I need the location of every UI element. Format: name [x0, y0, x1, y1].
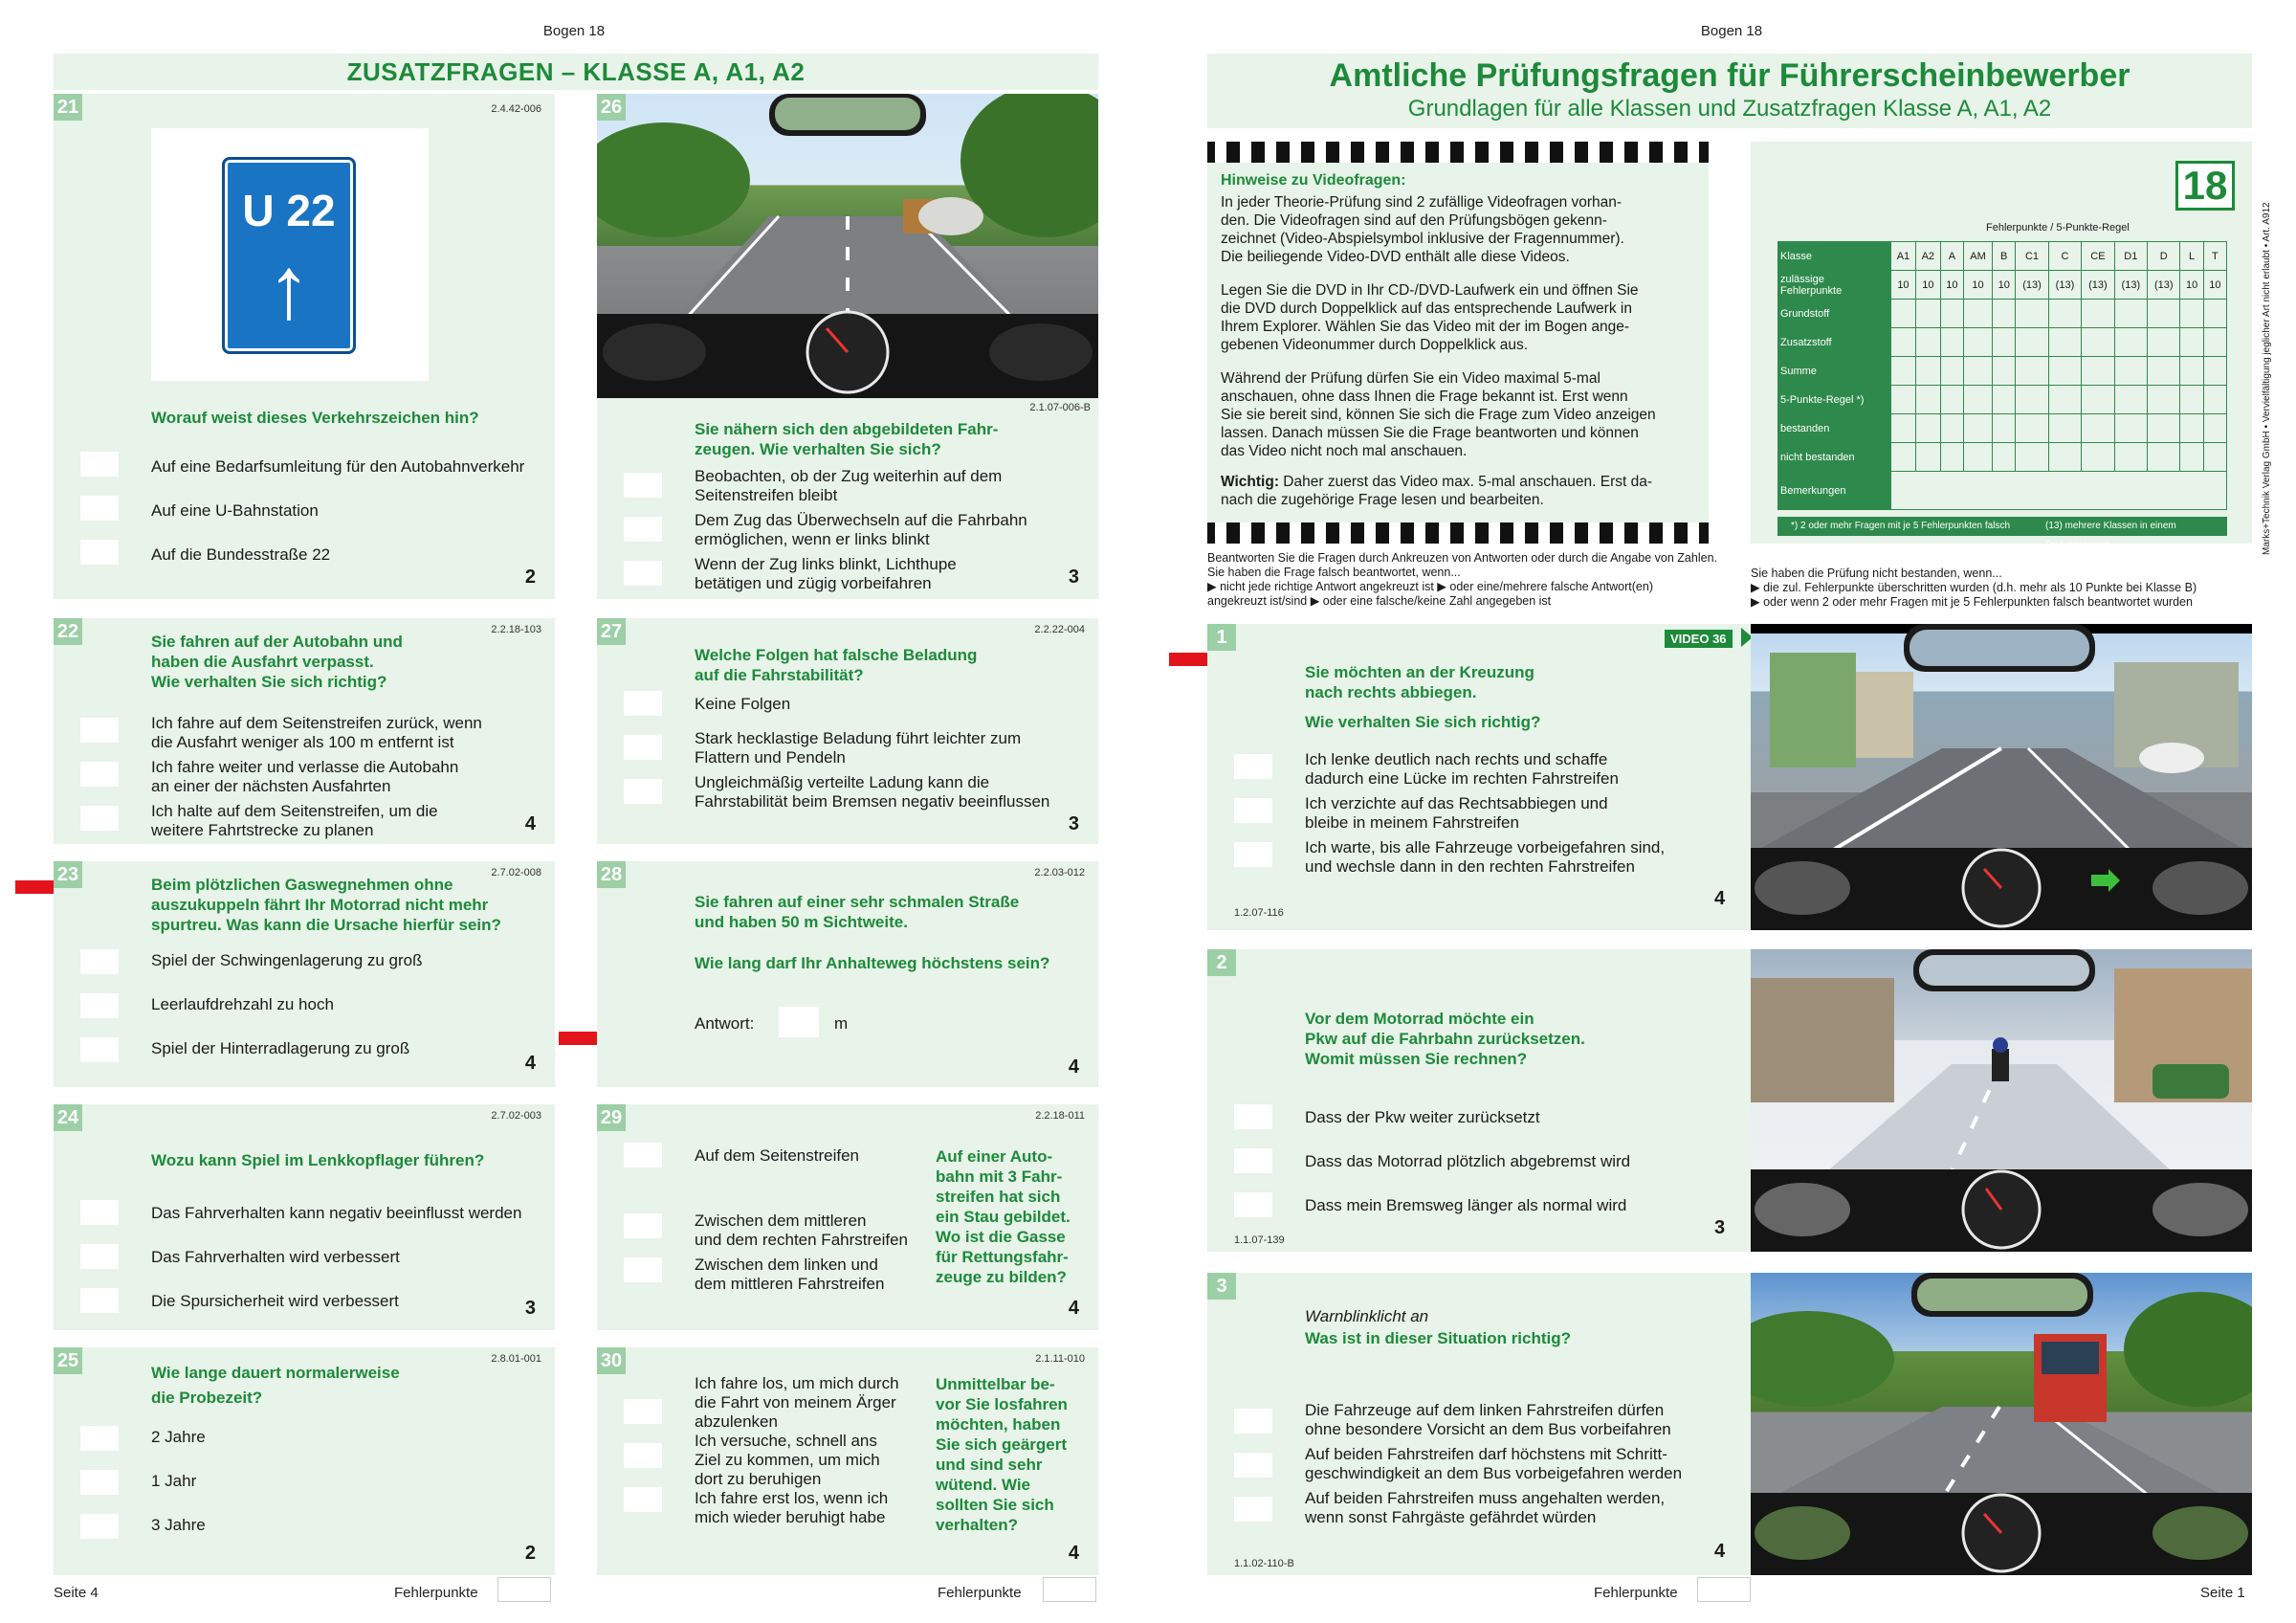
error-points: 4 [1068, 1056, 1079, 1078]
error-points-label: Fehlerpunkte [394, 1585, 478, 1601]
score-cell[interactable] [2148, 386, 2180, 414]
question-number: 3 [1207, 1273, 1236, 1300]
answer-checkbox[interactable] [624, 517, 662, 542]
class-cell: A1 [1891, 242, 1916, 271]
score-cell[interactable] [2203, 300, 2226, 328]
class-cell: A [1940, 242, 1963, 271]
score-cell[interactable] [2082, 386, 2114, 414]
answer-checkbox[interactable] [80, 540, 119, 565]
score-cell[interactable] [2082, 328, 2114, 357]
score-cell[interactable] [2082, 443, 2114, 472]
question-card-26 [597, 94, 1098, 599]
score-cell[interactable] [1940, 328, 1963, 357]
video-info-paragraph: Legen Sie die DVD in Ihr CD-/DVD-Laufwerk ein und öffnen Sie die DVD durch Doppelklick auf das entsprechende Laufwerk in Ihrem Explorer. Wählen Sie das Video mit der im Bogen ange- gebenen Videonummer durch Doppelklick aus. [1221, 282, 1639, 353]
error-points-box[interactable] [1043, 1577, 1096, 1602]
score-cell[interactable] [2203, 443, 2226, 472]
video-question-card-1 [1207, 624, 2252, 930]
video-question-card-3 [1207, 1273, 2252, 1575]
answer-checkbox[interactable] [80, 762, 119, 787]
answer-option: Ich fahre erst los, wenn ich mich wieder beruhigt habe [695, 1489, 889, 1526]
class-cell: B [1993, 242, 2016, 271]
error-points: 3 [524, 1298, 536, 1319]
question-number: 25 [54, 1347, 82, 1374]
answer-option: Auf eine U-Bahnstation [151, 501, 319, 520]
allowed-cell: 10 [1963, 271, 1992, 300]
film-strip-bottom [1207, 522, 1709, 544]
score-cell[interactable] [2082, 357, 2114, 386]
question-text: Wie lange dauert normalerweise die Probezeit? [151, 1364, 400, 1407]
question-number: 27 [597, 618, 626, 645]
question-code: 1.1.02-110-B [1234, 1558, 1294, 1569]
score-cell[interactable] [1993, 357, 2016, 386]
question-code: 2.1.11-010 [1035, 1353, 1085, 1365]
sheet-label-left: Bogen 18 [542, 23, 606, 39]
question-text: Was ist in dieser Situation richtig? [1305, 1329, 1572, 1347]
answer-option: Auf beiden Fahrstreifen darf höchstens mit Schritt- geschwindigkeit an dem Bus vorbeigefahren werden [1305, 1445, 1683, 1482]
score-cell[interactable] [2180, 328, 2203, 357]
question-code: 2.1.07-006-B [1029, 402, 1091, 413]
answer-checkbox[interactable] [1234, 1192, 1272, 1217]
red-marker [1169, 653, 1209, 666]
answer-option: Dass der Pkw weiter zurücksetzt [1305, 1108, 1540, 1126]
question-text: Auf einer Auto- bahn mit 3 Fahr- streifen hat sich ein Stau gebildet. Wo ist die Gasse für Rettungsfahr- zeuge zu bilden? [936, 1147, 1071, 1286]
question-code: 2.7.02-003 [491, 1110, 541, 1122]
score-cell[interactable] [2180, 414, 2203, 443]
answer-checkbox[interactable] [80, 1288, 119, 1313]
answer-checkbox[interactable] [1234, 1104, 1272, 1129]
answer-option: 2 Jahre [151, 1428, 206, 1446]
answer-option: Ich warte, bis alle Fahrzeuge vorbeigefahren sind, und wechsle dann in den rechten Fahrstreifen [1305, 838, 1666, 876]
allowed-cell: (13) [2016, 271, 2048, 300]
row-label: Klasse [1778, 242, 1891, 271]
video-info-paragraph: Während der Prüfung dürfen Sie ein Video maximal 5-mal anschauen, ohne dass Ihnen die Frage bekannt ist. Erst wenn Sie sie bereit sind, können Sie sich die Frage zum Video anzeigen lassen. Danach müssen Sie die Frage beantworten und können das Video nicht noch mal anschauen. [1221, 370, 1656, 459]
row-label: Summe [1778, 357, 1891, 386]
score-cell[interactable] [2016, 386, 2048, 414]
score-cell[interactable] [2016, 328, 2048, 357]
allowed-cell: 10 [1993, 271, 2016, 300]
allowed-cell: (13) [2148, 271, 2180, 300]
class-cell: C1 [2016, 242, 2048, 271]
sheet-label-right: Bogen 18 [1700, 23, 1763, 39]
answer-option: Das Fahrverhalten wird verbessert [151, 1248, 400, 1266]
answer-checkbox[interactable] [80, 496, 119, 521]
question-card-23 [54, 861, 555, 1087]
score-cell[interactable] [1891, 357, 1916, 386]
score-cell[interactable] [2048, 328, 2081, 357]
score-cell[interactable] [1915, 386, 1940, 414]
video-info-box [1207, 142, 1709, 544]
score-cell[interactable] [1891, 443, 1916, 472]
allowed-cell: 10 [2180, 271, 2203, 300]
traffic-sign-panel [151, 128, 429, 381]
answer-option: Leerlaufdrehzahl zu hoch [151, 995, 334, 1013]
score-cell[interactable] [2114, 414, 2147, 443]
score-cell[interactable] [2180, 386, 2203, 414]
question-text: Wozu kann Spiel im Lenkkopflager führen? [151, 1151, 485, 1169]
answer-checkbox[interactable] [1234, 1453, 1272, 1478]
error-points: 4 [1068, 1543, 1079, 1564]
answer-checkbox[interactable] [80, 1426, 119, 1451]
row-label: bestanden [1778, 414, 1891, 443]
footnote-1: *) 2 oder mehr Fragen mit je 5 Fehlerpunkten falsch [1791, 521, 2010, 531]
answer-option: Dass mein Bremsweg länger als normal wird [1305, 1196, 1627, 1214]
score-cell[interactable] [1963, 386, 1992, 414]
score-table-footer [1777, 517, 2227, 550]
answer-checkbox[interactable] [80, 718, 119, 743]
question-code: 1.1.07-139 [1234, 1234, 1285, 1246]
allowed-cell: 10 [1891, 271, 1916, 300]
important-text: Daher zuerst das Video max. 5-mal anschauen. Erst da- nach die zugehörige Frage lesen und bearbeiten. [1221, 474, 1652, 508]
class-cell: D [2148, 242, 2180, 271]
score-cell[interactable] [2180, 443, 2203, 472]
answer-checkbox[interactable] [1234, 1497, 1272, 1522]
score-cell[interactable] [2148, 328, 2180, 357]
score-cell[interactable] [1891, 386, 1916, 414]
score-cell[interactable] [2048, 300, 2081, 328]
row-label: Grundstoff [1778, 300, 1891, 328]
question-code: 2.2.03-012 [1034, 867, 1085, 878]
score-cell[interactable] [2114, 357, 2147, 386]
answer-checkbox[interactable] [624, 691, 662, 716]
page-number-left: Seite 4 [54, 1585, 99, 1601]
answer-checkbox[interactable] [80, 1470, 119, 1495]
answer-checkbox[interactable] [80, 452, 119, 477]
video-info-paragraph: In jeder Theorie-Prüfung sind 2 zufällige Videofragen vorhan- den. Die Videofragen sind auf den Prüfungsbögen gekenn- zeichnet (Video-Abspielsymbol inklusive der Fragennummer). Die beiliegende Video-DVD enthält alle diese Videos. [1221, 194, 1624, 265]
error-points: 4 [524, 1053, 536, 1074]
score-cell[interactable] [1940, 414, 1963, 443]
score-cell[interactable] [1891, 414, 1916, 443]
answer-checkbox[interactable] [1234, 754, 1272, 779]
class-cell: T [2203, 242, 2226, 271]
answer-checkbox[interactable] [80, 993, 119, 1018]
score-cell[interactable] [2082, 300, 2114, 328]
score-cell[interactable] [1940, 357, 1963, 386]
score-table [1777, 241, 2227, 510]
answer-option: Die Spursicherheit wird verbessert [151, 1292, 399, 1310]
score-table-heading: Fehlerpunkte / 5-Punkte-Regel [1986, 222, 2130, 233]
row-label: zulässige Fehlerpunkte [1778, 271, 1891, 300]
error-points: 3 [1714, 1217, 1726, 1238]
score-cell[interactable] [2148, 414, 2180, 443]
answer-option: Auf beiden Fahrstreifen muss angehalten werden, wenn sonst Fahrgäste gefährdet würden [1305, 1489, 1666, 1526]
answer-input[interactable] [779, 1007, 819, 1037]
answer-checkbox[interactable] [1234, 842, 1272, 867]
answer-option: Keine Folgen [695, 695, 791, 713]
error-points-label: Fehlerpunkte [1594, 1585, 1678, 1601]
instructions-fail: Sie haben die Prüfung nicht bestanden, wenn... ▶ die zul. Fehlerpunkte überschritten wurden (d.h. mehr als 10 Punkte bei Klasse B) ▶ oder wenn 2 oder mehr Fragen mit je 5 Fehlerpunkten falsch beantwortet wurden [1751, 567, 2197, 609]
score-cell[interactable] [2148, 300, 2180, 328]
score-cell[interactable] [2203, 328, 2226, 357]
question-card-29 [597, 1104, 1098, 1330]
error-points: 2 [524, 1543, 536, 1564]
video-badge[interactable]: VIDEO 36 [1665, 630, 1733, 648]
question-card-25 [54, 1347, 555, 1575]
question-card-21 [54, 94, 555, 599]
copyright-note: Marks+Technik Verlag GmbH • Vervielfältigung jeglicher Art nicht erlaubt • Art. A912 [2262, 202, 2272, 555]
video-question-card-2 [1207, 949, 2252, 1252]
question-number: 29 [597, 1104, 626, 1131]
answer-checkbox[interactable] [624, 1257, 662, 1282]
score-cell[interactable] [1993, 300, 2016, 328]
answer-option: Spiel der Schwingenlagerung zu groß [151, 951, 423, 969]
question-text: Sie fahren auf einer sehr schmalen Straße und haben 50 m Sichtweite. [695, 893, 1020, 931]
question-text: Unmittelbar be- vor Sie losfahren möchten, haben Sie sich geärgert und sind sehr wütend. Wie sollten Sie sich verhalten? [936, 1375, 1068, 1534]
question-text: Beim plötzlichen Gaswegnehmen ohne auszukuppeln fährt Ihr Motorrad nicht mehr spurtreu. Was kann die Ursache hierfür sein? [151, 876, 501, 934]
score-cell[interactable] [2180, 357, 2203, 386]
question-number: 24 [54, 1104, 82, 1131]
score-cell[interactable] [1915, 328, 1940, 357]
answer-option: Spiel der Hinterradlagerung zu groß [151, 1039, 410, 1057]
answer-checkbox[interactable] [624, 473, 662, 498]
answer-checkbox[interactable] [80, 949, 119, 974]
score-cell[interactable] [2114, 386, 2147, 414]
answer-option: Auf die Bundesstraße 22 [151, 545, 331, 564]
question-card-30 [597, 1347, 1098, 1575]
answer-checkbox[interactable] [624, 561, 662, 586]
answer-option: Beobachten, ob der Zug weiterhin auf dem Seitenstreifen bleibt [695, 467, 1003, 504]
answer-checkbox[interactable] [624, 1213, 662, 1238]
answer-checkbox[interactable] [624, 1443, 662, 1468]
answer-option: Das Fahrverhalten kann negativ beeinflusst werden [151, 1204, 522, 1222]
answer-checkbox[interactable] [1234, 1148, 1272, 1173]
allowed-cell: 10 [1940, 271, 1963, 300]
allowed-cell: 10 [2203, 271, 2226, 300]
score-cell[interactable] [2203, 357, 2226, 386]
error-points-label: Fehlerpunkte [938, 1585, 1022, 1601]
answer-option: Ich halte auf dem Seitenstreifen, um die weitere Fahrtstrecke zu planen [151, 802, 438, 839]
important-label: Wichtig: [1221, 474, 1279, 490]
answer-option: Auf dem Seitenstreifen [695, 1146, 859, 1165]
remarks-cell[interactable] [1891, 472, 2227, 510]
row-label: nicht bestanden [1778, 443, 1891, 472]
answer-checkbox[interactable] [80, 1514, 119, 1539]
score-cell[interactable] [1993, 443, 2016, 472]
score-cell[interactable] [1891, 328, 1916, 357]
sign-text: U 22 [242, 186, 336, 235]
score-cell[interactable] [2114, 443, 2147, 472]
traffic-sign [222, 157, 356, 354]
score-cell[interactable] [1940, 443, 1963, 472]
score-cell[interactable] [2082, 414, 2114, 443]
answer-option: Ich lenke deutlich nach rechts und schaffe dadurch eine Lücke im rechten Fahrstreifen [1305, 750, 1619, 788]
answer-option: Ich fahre los, um mich durch die Fahrt von meinem Ärger abzulenken [695, 1374, 899, 1431]
score-cell[interactable] [2016, 414, 2048, 443]
answer-option: Zwischen dem linken und dem mittleren Fahrstreifen [695, 1256, 885, 1293]
error-points: 2 [524, 567, 536, 588]
score-cell[interactable] [2016, 357, 2048, 386]
question-card-22 [54, 618, 555, 844]
question-code: 2.4.42-006 [491, 103, 541, 115]
row-label: Bemerkungen [1778, 472, 1891, 510]
score-cell[interactable] [2048, 357, 2081, 386]
score-cell[interactable] [1993, 414, 2016, 443]
score-cell[interactable] [1963, 357, 1992, 386]
score-cell[interactable] [2203, 386, 2226, 414]
question-number: 22 [54, 618, 82, 645]
answer-option: Dem Zug das Überwechseln auf die Fahrbahn ermöglichen, wenn er links blinkt [695, 511, 1027, 548]
question-text: Worauf weist dieses Verkehrszeichen hin? [151, 409, 479, 427]
answer-checkbox[interactable] [1234, 1409, 1272, 1434]
question-number: 28 [597, 861, 626, 888]
video-info-important [1221, 473, 1652, 509]
score-cell[interactable] [2048, 443, 2081, 472]
error-points: 3 [1068, 813, 1079, 834]
question-subtext: Wie verhalten Sie sich richtig? [1305, 713, 1541, 731]
question-card-24 [54, 1104, 555, 1330]
class-cell: C [2048, 242, 2081, 271]
question-number: 1 [1207, 624, 1236, 651]
score-cell[interactable] [1891, 300, 1916, 328]
page-title-right: Amtliche Prüfungsfragen für Führerscheinbewerber [1329, 57, 2130, 94]
question-text: Sie nähern sich den abgebildeten Fahr- zeugen. Wie verhalten Sie sich? [695, 420, 999, 458]
score-cell[interactable] [2180, 300, 2203, 328]
answer-option: Zwischen dem mittleren und dem rechten Fahrstreifen [695, 1212, 909, 1249]
class-cell: A2 [1915, 242, 1940, 271]
red-marker [15, 880, 55, 894]
question-card-28 [597, 861, 1098, 1087]
answer-option: Auf eine Bedarfsumleitung für den Autobahnverkehr [151, 457, 525, 476]
score-cell[interactable] [1963, 300, 1992, 328]
answer-checkbox[interactable] [1234, 798, 1272, 823]
error-points-box[interactable] [1697, 1577, 1751, 1602]
video-still[interactable] [1751, 949, 2252, 1252]
score-cell[interactable] [1963, 328, 1992, 357]
video-info-heading: Hinweise zu Videofragen: [1221, 172, 1406, 189]
score-cell[interactable] [1963, 443, 1992, 472]
sheet-number: 18 [2175, 161, 2235, 211]
footnote-2: (13) mehrere Klassen in einem Prüfungstermin [2045, 521, 2176, 550]
traffic-photo [597, 94, 1098, 398]
answer-option: Ungleichmäßig verteilte Ladung kann die Fahrstabilität beim Bremsen negativ beeinflussen [695, 773, 1050, 811]
score-cell[interactable] [2048, 414, 2081, 443]
question-code: 2.2.22-004 [1034, 624, 1085, 635]
answer-checkbox[interactable] [80, 1244, 119, 1269]
score-cell[interactable] [1915, 357, 1940, 386]
class-cell: D1 [2114, 242, 2147, 271]
answer-checkbox[interactable] [80, 806, 119, 831]
question-code: 2.8.01-001 [491, 1353, 541, 1365]
answer-checkbox[interactable] [80, 1200, 119, 1225]
score-cell[interactable] [1940, 386, 1963, 414]
score-cell[interactable] [1915, 443, 1940, 472]
question-text: Sie möchten an der Kreuzung nach rechts abbiegen. [1305, 663, 1534, 701]
title-banner [1207, 54, 2252, 128]
score-cell[interactable] [1963, 414, 1992, 443]
question-context: Warnblinklicht an [1305, 1307, 1429, 1325]
score-cell[interactable] [2016, 300, 2048, 328]
class-cell: CE [2082, 242, 2114, 271]
score-cell[interactable] [2114, 300, 2147, 328]
error-points: 4 [1714, 1541, 1726, 1562]
question-code: 2.2.18-103 [491, 624, 541, 635]
score-cell[interactable] [2148, 357, 2180, 386]
row-label: Zusatzstoff [1778, 328, 1891, 357]
allowed-cell: 10 [1915, 271, 1940, 300]
answer-option: Die Fahrzeuge auf dem linken Fahrstreifen dürfen ohne besondere Vorsicht an dem Bus vorbeifahren [1305, 1401, 1671, 1438]
allowed-cell: (13) [2114, 271, 2147, 300]
answer-unit: m [834, 1014, 849, 1033]
question-code: 1.2.07-116 [1234, 907, 1284, 919]
error-points: 4 [524, 813, 536, 834]
question-subtext: Wie lang darf Ihr Anhalteweg höchstens sein? [695, 954, 1050, 972]
error-points-box[interactable] [497, 1577, 551, 1602]
score-panel [1751, 142, 2252, 550]
error-points: 3 [1068, 567, 1079, 588]
question-text: Welche Folgen hat falsche Beladung auf die Fahrstabilität? [695, 646, 978, 684]
answer-option: 1 Jahr [151, 1472, 197, 1490]
answer-checkbox[interactable] [624, 779, 662, 804]
arrow-up-icon: ↑ [267, 239, 311, 337]
question-code: 2.2.18-011 [1035, 1110, 1085, 1122]
error-points: 4 [1714, 888, 1726, 909]
answer-option: Stark hecklastige Beladung führt leichter zum Flattern und Pendeln [695, 729, 1022, 767]
answer-checkbox[interactable] [624, 735, 662, 760]
question-number: 2 [1207, 949, 1236, 976]
answer-option: Ich verzichte auf das Rechtsabbiegen und bleibe in meinem Fahrstreifen [1305, 794, 1608, 832]
score-cell[interactable] [1915, 414, 1940, 443]
score-cell[interactable] [1940, 300, 1963, 328]
question-number: 30 [597, 1347, 626, 1374]
answer-checkbox[interactable] [624, 1487, 662, 1512]
question-number: 21 [54, 94, 82, 121]
score-cell[interactable] [2148, 443, 2180, 472]
error-points: 4 [1068, 1298, 1079, 1319]
score-cell[interactable] [1993, 386, 2016, 414]
question-text: Sie fahren auf der Autobahn und haben die Ausfahrt verpasst. Wie verhalten Sie sich richtig? [151, 633, 403, 691]
answer-option: 3 Jahre [151, 1516, 206, 1534]
answer-option: Ich fahre auf dem Seitenstreifen zurück, wenn die Ausfahrt weniger als 100 m entfernt ist [151, 714, 482, 751]
answer-option: Ich versuche, schnell ans Ziel zu kommen, um mich dort zu beruhigen [695, 1432, 880, 1488]
video-still[interactable] [1751, 624, 2252, 930]
page-subtitle: Grundlagen für alle Klassen und Zusatzfragen Klasse A, A1, A2 [1407, 96, 2052, 122]
question-card-27 [597, 618, 1098, 844]
class-cell: AM [1963, 242, 1992, 271]
class-cell: L [2180, 242, 2203, 271]
answer-checkbox[interactable] [80, 1037, 119, 1062]
row-label: 5-Punkte-Regel *) [1778, 386, 1891, 414]
allowed-cell: (13) [2048, 271, 2081, 300]
answer-checkbox[interactable] [624, 1143, 662, 1167]
answer-label: Antwort: [695, 1014, 755, 1033]
video-still[interactable] [1751, 1273, 2252, 1575]
answer-option: Wenn der Zug links blinkt, Lichthupe betätigen und zügig vorbeifahren [695, 555, 957, 592]
score-cell[interactable] [2048, 386, 2081, 414]
question-number: 23 [54, 861, 82, 888]
score-cell[interactable] [2203, 414, 2226, 443]
red-marker [559, 1032, 599, 1045]
page-number-right: Seite 1 [2200, 1585, 2245, 1601]
film-strip-top [1207, 142, 1709, 163]
page-title-left: ZUSATZFRAGEN – KLASSE A, A1, A2 [54, 54, 1098, 90]
answer-checkbox[interactable] [624, 1399, 662, 1424]
score-cell[interactable] [1993, 328, 2016, 357]
answer-option: Dass das Motorrad plötzlich abgebremst wird [1305, 1152, 1631, 1170]
score-cell[interactable] [2114, 328, 2147, 357]
allowed-cell: (13) [2082, 271, 2114, 300]
score-cell[interactable] [1915, 300, 1940, 328]
instructions-answers: Beantworten Sie die Fragen durch Ankreuzen von Antworten oder durch die Angabe von Zahlen. Sie haben die Frage falsch beantwortet, wenn... ▶ nicht jede richtige Antwort angekreuzt ist ▶ oder eine/mehrere falsche Antwort(en) angekreuzt ist/sind ▶ oder eine falsche/keine Zahl angegeben ist [1207, 551, 1717, 608]
answer-option: Ich fahre weiter und verlasse die Autobahn an einer der nächsten Ausfahrten [151, 758, 459, 795]
question-text: Vor dem Motorrad möchte ein Pkw auf die Fahrbahn zurücksetzen. Womit müssen Sie rechnen? [1305, 1010, 1585, 1068]
score-cell[interactable] [2016, 443, 2048, 472]
question-code: 2.7.02-008 [491, 867, 541, 878]
question-number: 26 [597, 94, 626, 121]
